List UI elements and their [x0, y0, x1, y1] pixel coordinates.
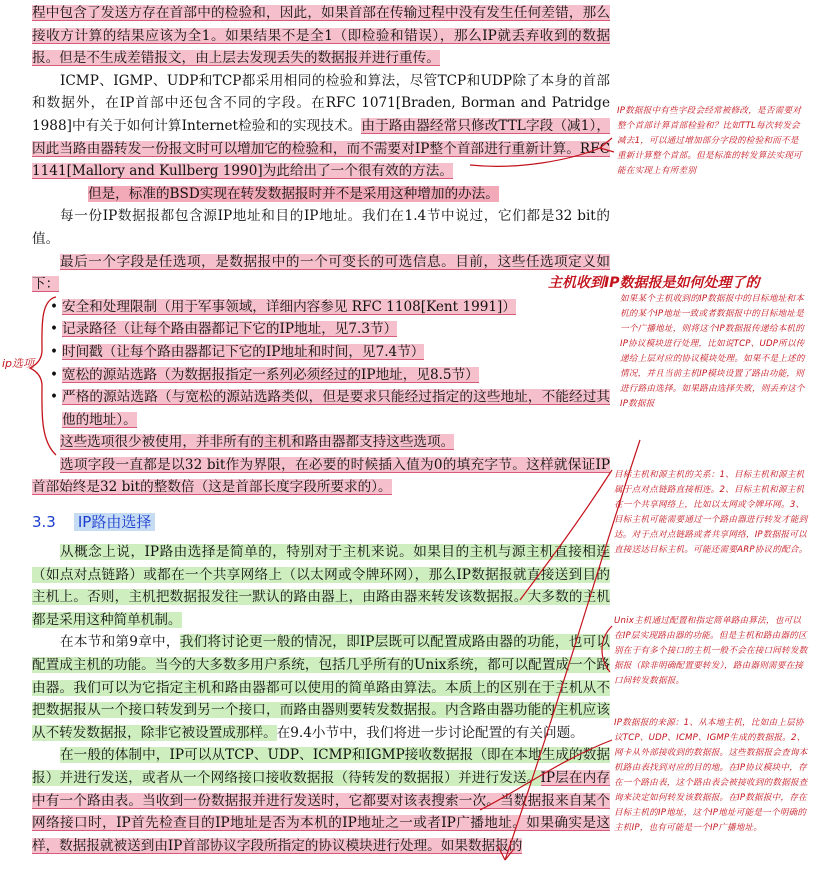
text-router-host-a: 在本节和第9章中， [60, 634, 180, 651]
text-algorithm: ICMP、IGMP、UDP和TCP都采用相同的检验和算法，尽管TCP和UDP除了本身的首部和数据外，在IP首部中还包含不同的字段。在RFC 1071[Braden, Borman and Patridge 1988]中有关于如何计算Internet检验和的实现技术。 [32, 72, 610, 134]
option-item [32, 296, 610, 319]
page-body [32, 0, 610, 857]
paragraph-bsd [32, 183, 610, 206]
option-item [32, 318, 610, 341]
option-text: 宽松的源站选路（为数据报指定一系列必须经过的IP地址，见8.5节） [62, 366, 479, 383]
highlight-padding: 选项字段一直都是以32 bit作为界限，在必要的时候插入值为0的填充字节。这样就保证IP首部始终是32 bit的整数倍（这是首部长度字段所要求的）。 [32, 456, 610, 496]
annotation-ip-source-note: IP数据报的来源：1、从本地主机，比如由上层协议TCP、UDP、ICMP、IGMP生成的数据报。2、网卡从外部接收到的数据报。这些数据报会查询本机路由表找到对应的目的地。在IP协议模块中，存在一个路由表，这个路由表会被接收到的数据报查询来决定如何转发该数据报。在IP数据报中，存在目标主机的IP地址，这个IP地址可能是一个明确的主机IP，也有可能是一个IP广播地址。 [614, 718, 808, 833]
paragraph-routing-concept [32, 541, 610, 631]
option-text: 记录路径（让每个路由器都记下它的IP地址，见7.3节） [62, 321, 398, 338]
text-addresses: 每一份IP数据报都包含源IP地址和目的IP地址。我们在1.4节中说过，它们都是32 bit的值。 [32, 208, 610, 247]
annotation-hosts-note: 目标主机和源主机的关系：1、目标主机和源主机属于点对点链路直接相连。2、目标主机和源主机在一个共享网络上，比如以太网或令牌环网。3、目标主机可能需要通过一个路由器进行转发才能到达。对于点对点链路或者共享网络，IP数据报可以直接送达目标主机。可能还需要ARP协议的配合。 [614, 470, 808, 555]
paragraph-checksum [32, 2, 610, 70]
highlight-options-intro: 最后一个字段是任选项，是数据报中的一个可变长的可选信息。目前，这些任选项定义如下： [32, 253, 610, 293]
options-list [32, 296, 610, 432]
paragraph-addresses [32, 205, 610, 250]
option-text: 时间戳（让每个路由器都记下它的IP地址和时间，见7.4节） [62, 343, 425, 360]
highlight-ip-sources: 在一般的体制中，IP可以从TCP、UDP、ICMP和IGMP接收数据报（即在本地生成的数据报）并进行发送，或者从一个网络接口接收数据报（待转发的数据报）并进行发送。 [32, 747, 610, 786]
annotation-receive-note: 如果某个主机收到的IP数据报中的目标地址和本机的某个IP地址一致或者数据报中的目标地址是一个广播地址，则将这个IP数据报传递给本机的IP协议模块进行处理，比如说TCP、UDP所以传递给上层对应的协议模块处理。如果不是上述的情况，并且当前主机IP模块设置了路由功能，则进行路由选择。如果路由选择失败，则丢弃这个IP数据报 [620, 294, 805, 409]
highlight-checksum: 程中包含了发送方存在首部中的检验和，因此，如果首部在传输过程中没有发生任何差错，那么接收方计算的结果应该为全1。如果结果不是全1（即检验和错误），那么IP就丢弃收到的数据报。但是不生成差错报文，由上层去发现丢失的数据报并进行重传。 [32, 5, 610, 67]
option-item [32, 386, 610, 431]
highlight-ttl: 由于路由器经常只修改TTL字段（减1），因此当路由器转发一份报文时可以增加它的检验和，而不需要对IP整个首部进行重新计算。RFC 1141[Mallory and Kullberg 1990]为此给出了一个很有效的方法。 [32, 117, 610, 180]
paragraph-options-rare [32, 431, 610, 454]
text-router-host-c: 在9.4小节中，我们将进一步讨论配置的有关问题。 [276, 724, 584, 741]
section-number: 3.3 [32, 513, 56, 532]
annotation-options-label: ip选项 [2, 357, 35, 370]
annotation-receive-title: 主机收到IP数据报是如何处理了的 [548, 275, 760, 291]
paragraph-options-intro [32, 251, 610, 296]
highlight-routing-table: IP层在内存中有一个路由表。当收到一份数据报并进行发送时，它都要对该表搜索一次。当数据报来自某个网络接口时，IP首先检查目的IP地址是否为本机的IP地址之一或者IP广播地址。如果确实是这样，数据报就被送到由IP首部协议字段所指定的协议模块进行处理。如果数据报的 [32, 770, 610, 854]
paragraph-ip-sources [32, 744, 610, 857]
highlight-router-host: 我们将讨论更一般的情况，即IP层既可以配置成路由器的功能，也可以配置成主机的功能。当今的大多数多用户系统，包括几乎所有的Unix系统，都可以配置成一个路由器。我们可以为它指定主机和路由器都可以使用的简单路由算法。本质上的区别在于主机从不把数据报从一个接口转发到另一个接口，而路由器则要转发数据报。内含路由器功能的主机应该从不转发数据报，除非它被设置成那样。 [32, 634, 611, 741]
annotation-unix-router-note: Unix主机通过配置和指定简单路由算法，也可以在IP层实现路由器的功能。但是主机和路由器的区别在于有多个接口的主机一般不会在接口间转发数据报（除非明确配置要转发），路由器则需要在接口间转发数据报。 [614, 616, 808, 686]
option-text: 安全和处理限制（用于军事领域，详细内容参见 RFC 1108[Kent 1991]） [62, 298, 516, 315]
paragraph-padding [32, 454, 610, 499]
paragraph-router-host [32, 631, 610, 744]
highlight-routing-concept: 从概念上说，IP路由选择是简单的，特别对于主机来说。如果目的主机与源主机直接相连（如点对点链路）或都在一个共享网络上（以太网或令牌环网），那么IP数据报就直接送到目的主机上。否则，主机把数据报发往一默认的路由器上，由路由器来转发该数据报。大多数的主机都是采用这种简单机制。 [32, 544, 610, 628]
highlight-bsd: 但是，标准的BSD实现在转发数据报时并不是采用这种增加的办法。 [88, 185, 499, 202]
section-heading [32, 509, 610, 535]
option-item [32, 364, 610, 387]
annotation-checksum-note: IP数据报中有些字段会经常被修改，是否需要对整个首部计算首部检验和？比如TTL每次转发会减去1，可以通过增加部分字段的检验和而不是重新计算整个首部。但是标准的转发算法实现可能在实现上有所差别 [617, 106, 802, 176]
section-title: IP路由选择 [74, 513, 155, 531]
option-item [32, 341, 610, 364]
option-text: 严格的源站选路（与宽松的源站选路类似，但是要求只能经过指定的这些地址，不能经过其他的地址）。 [62, 389, 610, 428]
highlight-options-rare: 这些选项很少被使用，并非所有的主机和路由器都支持这些选项。 [60, 434, 455, 451]
paragraph-algorithm [32, 70, 610, 183]
